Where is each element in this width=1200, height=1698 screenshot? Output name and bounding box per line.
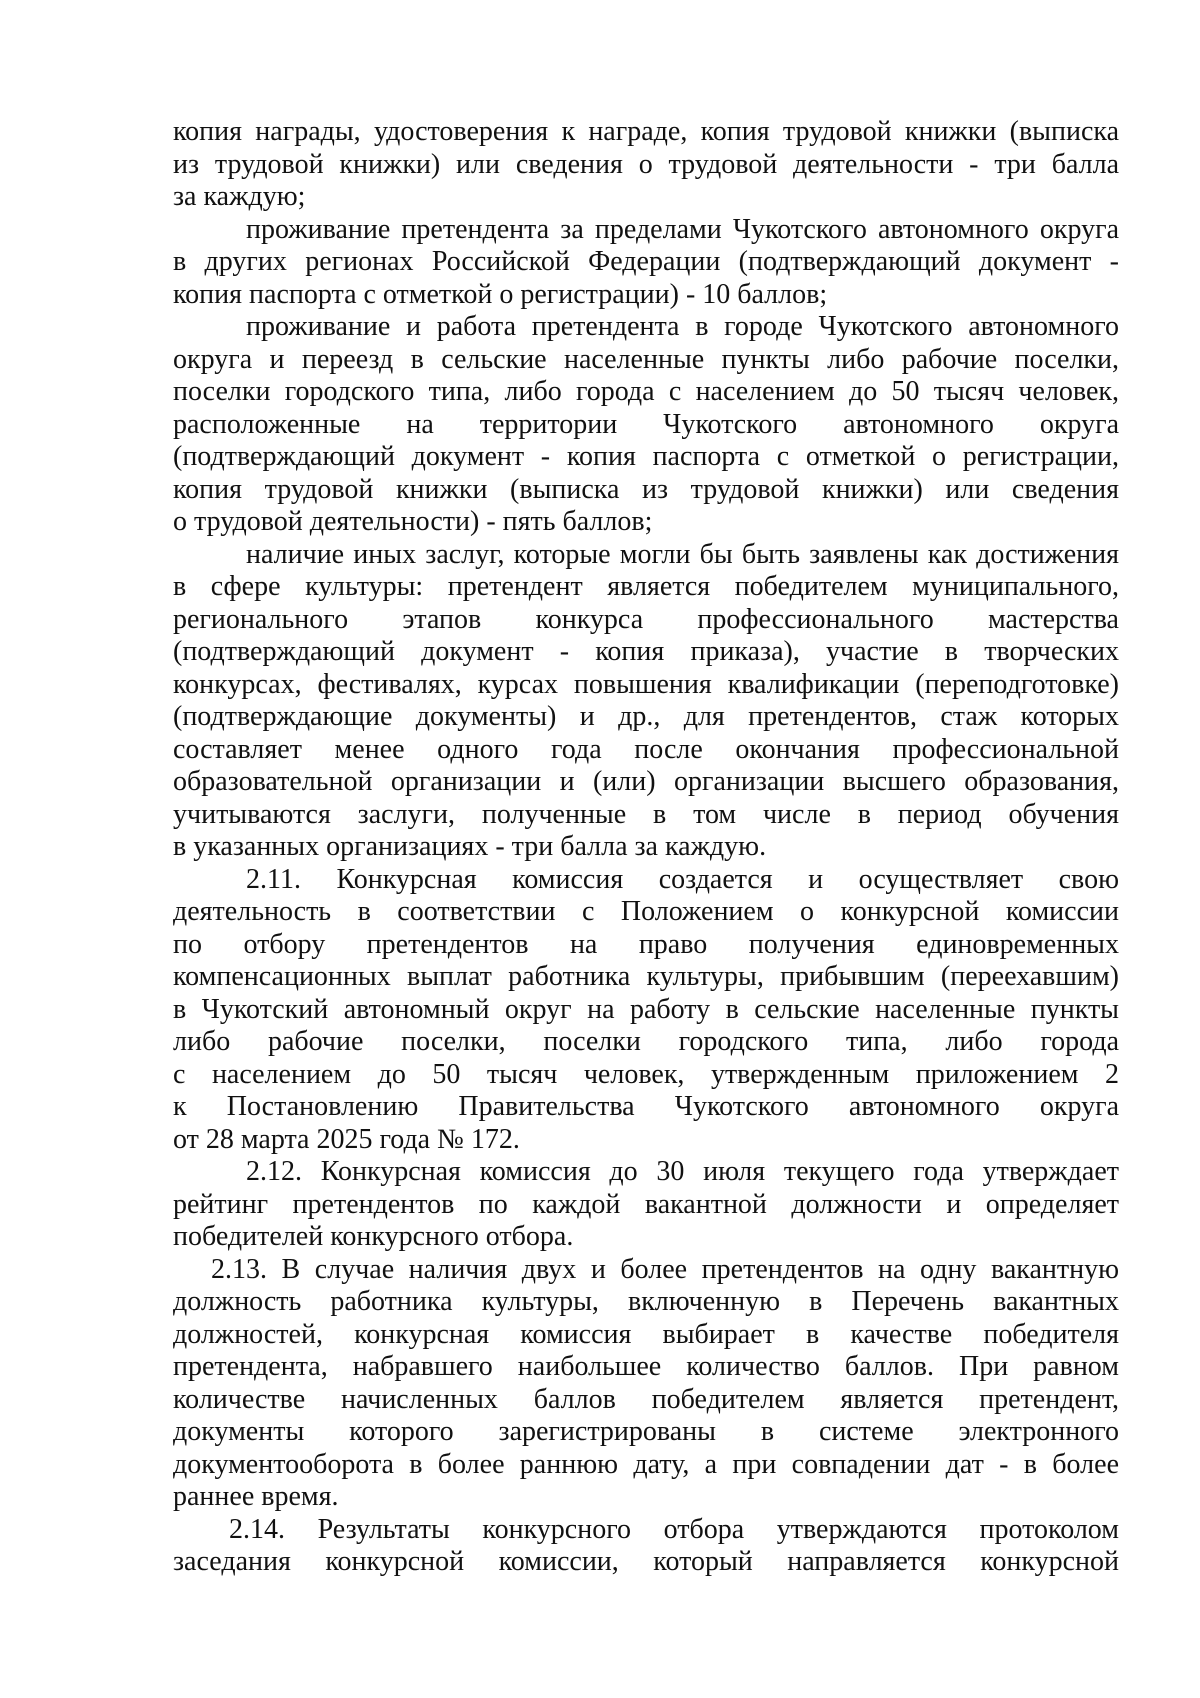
text-line: с населением до 50 тысяч человек, утвержденным приложением 2 <box>173 1058 1119 1090</box>
paragraph-first-line: проживание претендента за пределами Чукотского автономного округа <box>246 213 1119 245</box>
text-line: по отбору претендентов на право получения единовременных <box>173 928 1119 960</box>
text-line: к Постановлению Правительства Чукотского автономного округа <box>173 1091 1119 1122</box>
text-line: о трудовой деятельности) - пять баллов; <box>173 506 653 537</box>
section-2-13-first-line: 2.13. В случае наличия двух и более претендентов на одну вакантную <box>211 1253 1119 1285</box>
text-line: регионального этапов конкурса профессионального мастерства <box>173 603 1119 635</box>
text-line: компенсационных выплат работника культуры, прибывшим (переехавшим) <box>173 961 1119 992</box>
section-2-12-first-line: 2.12. Конкурсная комиссия до 30 июля текущего года утверждает <box>246 1156 1119 1187</box>
text-line: округа и переезд в сельские населенные пункты либо рабочие поселки, <box>173 343 1119 375</box>
text-line: либо рабочие поселки, поселки городского типа, либо города <box>173 1026 1119 1057</box>
text-line: за каждую; <box>173 181 306 212</box>
text-line: (подтверждающие документы) и др., для претендентов, стаж которых <box>173 701 1119 732</box>
section-2-14-first-line: 2.14. Результаты конкурсного отбора утверждаются протоколом <box>229 1513 1119 1545</box>
text-line: претендента, набравшего наибольшее количество баллов. При равном <box>173 1351 1119 1382</box>
text-line: в сфере культуры: претендент является победителем муниципального, <box>173 571 1119 602</box>
text-line: деятельность в соответствии с Положением о конкурсной комиссии <box>173 896 1119 927</box>
text-line: должность работника культуры, включенную в Перечень вакантных <box>173 1286 1119 1317</box>
text-line: поселки городского типа, либо города с населением до 50 тысяч человек, <box>173 376 1119 407</box>
text-line: из трудовой книжки) или сведения о трудовой деятельности - три балла <box>173 148 1119 180</box>
text-line: рейтинг претендентов по каждой вакантной должности и определяет <box>173 1188 1119 1220</box>
text-line: расположенные на территории Чукотского автономного округа <box>173 408 1119 440</box>
text-line: копия награды, удостоверения к награде, копия трудовой книжки (выписка <box>173 116 1119 147</box>
text-line: копия паспорта с отметкой о регистрации) - 10 баллов; <box>173 278 828 310</box>
text-line: документооборота в более раннюю дату, а при совпадении дат - в более <box>173 1448 1119 1480</box>
text-line: (подтверждающий документ - копия приказа), участие в творческих <box>173 636 1119 667</box>
text-line: составляет менее одного года после окончания профессиональной <box>173 733 1119 765</box>
text-line: (подтверждающий документ - копия паспорта с отметкой о регистрации, <box>173 441 1119 472</box>
document-body <box>173 116 1119 1579</box>
text-line: документы которого зарегистрированы в системе электронного <box>173 1416 1119 1447</box>
text-line: количестве начисленных баллов победителем является претендент, <box>173 1383 1119 1415</box>
paragraph-first-line: наличие иных заслуг, которые могли бы быть заявлены как достижения <box>246 538 1119 570</box>
text-line: учитываются заслуги, полученные в том числе в период обучения <box>173 798 1119 830</box>
text-line: победителей конкурсного отбора. <box>173 1221 574 1252</box>
text-line: в других регионах Российской Федерации (подтверждающий документ - <box>173 246 1119 277</box>
text-line: копия трудовой книжки (выписка из трудовой книжки) или сведения <box>173 473 1119 505</box>
text-line: в Чукотский автономный округ на работу в сельские населенные пункты <box>173 993 1119 1025</box>
text-line: от 28 марта 2025 года № 172. <box>173 1123 520 1155</box>
paragraph-first-line: проживание и работа претендента в городе Чукотского автономного <box>246 311 1119 342</box>
text-line: раннее время. <box>173 1481 339 1512</box>
text-line: конкурсах, фестивалях, курсах повышения квалификации (переподготовке) <box>173 668 1119 700</box>
text-line: должностей, конкурсная комиссия выбирает в качестве победителя <box>173 1318 1119 1350</box>
text-line: в указанных организациях - три балла за каждую. <box>173 831 767 862</box>
text-line: заседания конкурсной комиссии, который направляется конкурсной <box>173 1546 1119 1577</box>
text-line: образовательной организации и (или) организации высшего образования, <box>173 766 1119 797</box>
section-2-11-first-line: 2.11. Конкурсная комиссия создается и осуществляет свою <box>246 863 1119 895</box>
